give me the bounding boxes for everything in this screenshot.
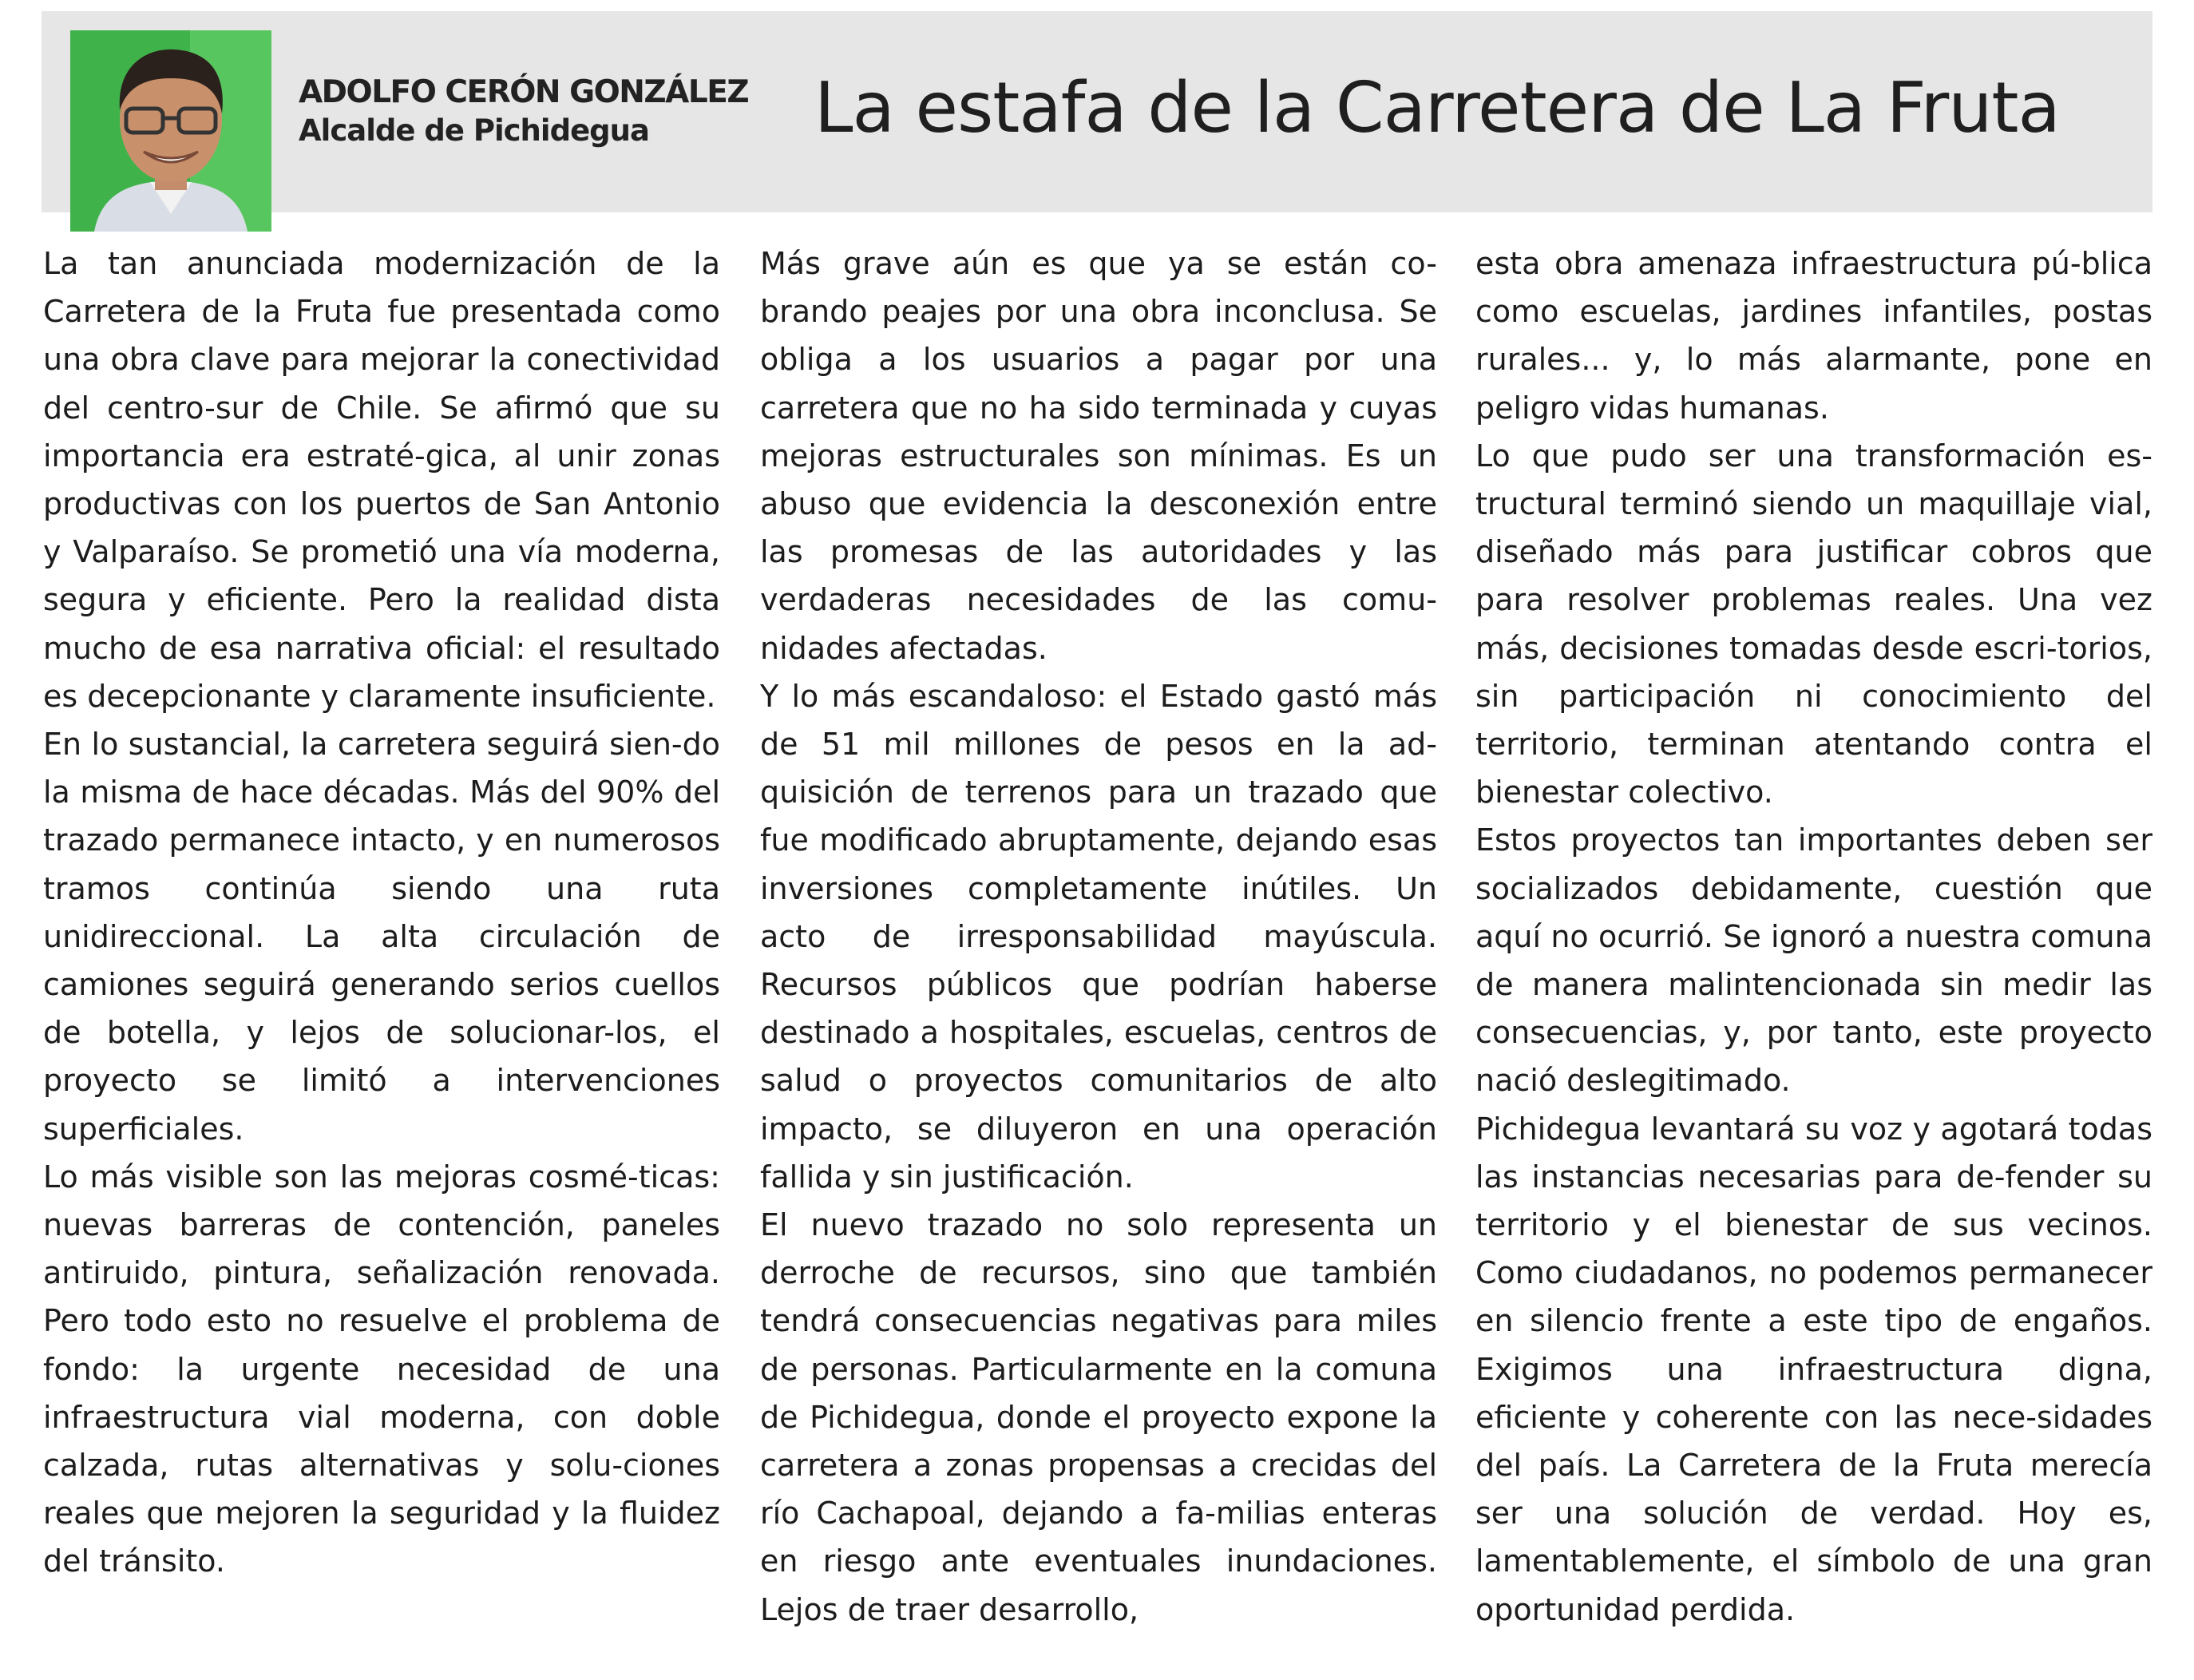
author-portrait-icon <box>70 30 271 232</box>
column-1 <box>43 240 720 1586</box>
paragraph: La tan anunciada modernización de la Carretera de la Fruta fue presentada como una obra clave para mejorar la conectividad del centro-sur de Chile. Se afirmó que su importancia era estraté-gica, al unir zonas productivas con los puertos de San Antonio y Valparaíso. Se prometió una vía moderna, segura y eficiente. Pero la realidad dista mucho de esa narrativa oficial: el resultado es decepcionante y claramente insuficiente. <box>43 246 720 714</box>
paragraph: Más grave aún es que ya se están co-brando peajes por una obra inconclusa. Se obliga a los usuarios a pagar por una carretera que no ha sido terminada y cuyas mejoras estructurales son mínimas. Es un abuso que evidencia la desconexión entre las promesas de las autoridades y las verdaderas necesidades de las comu-nidades afectadas. <box>760 246 1437 666</box>
paragraph: esta obra amenaza infraestructura pú-blica como escuelas, jardines infantiles, postas rurales... y, lo más alarmante, pone en peligro vidas humanas. <box>1475 246 2152 426</box>
paragraph: Y lo más escandaloso: el Estado gastó más de 51 mil millones de pesos en la ad-quisición de terrenos para un trazado que fue modificado abruptamente, dejando esas inversiones completamente inútiles. Un acto de irresponsabilidad mayúscula. Recursos públicos que podrían haberse destinado a hospitales, escuelas, centros de salud o proyectos comunitarios de alto impacto, se diluyeron en una operación fallida y sin justificación. <box>760 678 1437 1195</box>
paragraph: Lo que pudo ser una transformación es-tructural terminó siendo un maquillaje vial, diseñado más para justificar cobros que para resolver problemas reales. Una vez más, decisiones tomadas desde escri-torios, sin participación ni conocimiento del territorio, terminan atentando contra el bienestar colectivo. <box>1475 438 2152 810</box>
column-2 <box>760 240 1437 1634</box>
byline <box>299 73 748 150</box>
author-name: ADOLFO CERÓN GONZÁLEZ <box>299 74 749 110</box>
paragraph: El nuevo trazado no solo representa un derroche de recursos, sino que también tendrá consecuencias negativas para miles de personas. Particularmente en la comuna de Pichidegua, donde el proyecto expone la carretera a zonas propensas a crecidas del río Cachapoal, dejando a fa-milias enteras en riesgo ante eventuales inundaciones. Lejos de traer desarrollo, <box>760 1207 1437 1627</box>
column-3 <box>1475 240 2152 1634</box>
paragraph: Lo más visible son las mejoras cosmé-ticas: nuevas barreras de contención, paneles antiruido, pintura, señalización renovada. Pero todo esto no resuelve el problema de fondo: la urgente necesidad de una infraestructura vial moderna, con doble calzada, rutas alternativas y solu-ciones reales que mejoren la seguridad y la fluidez del tránsito. <box>43 1159 720 1579</box>
paragraph: Estos proyectos tan importantes deben ser socializados debidamente, cuestión que aquí no ocurrió. Se ignoró a nuestra comuna de manera malintencionada sin medir las consecuencias, y, por tanto, este proyecto nació deslegitimado. <box>1475 822 2152 1099</box>
paragraph: En lo sustancial, la carretera seguirá sien-do la misma de hace décadas. Más del 90% del trazado permanece intacto, y en numerosos tramos continúa siendo una ruta unidireccional. La alta circulación de camiones seguirá generando serios cuellos de botella, y lejos de solucionar-los, el proyecto se limitó a intervenciones superficiales. <box>43 727 720 1147</box>
author-photo <box>70 30 271 232</box>
author-role: Alcalde de Pichidegua <box>299 113 649 148</box>
article-title: La estafa de la Carretera de La Fruta <box>814 67 2060 149</box>
paragraph: Pichidegua levantará su voz y agotará todas las instancias necesarias para de-fender su territorio y el bienestar de sus vecinos. Como ciudadanos, no podemos permanecer en silencio frente a este tipo de engaños. Exigimos una infraestructura digna, eficiente y coherente con las nece-sidades del país. La Carretera de la Fruta merecía ser una solución de verdad. Hoy es, lamentablemente, el símbolo de una gran oportunidad perdida. <box>1475 1111 2152 1627</box>
